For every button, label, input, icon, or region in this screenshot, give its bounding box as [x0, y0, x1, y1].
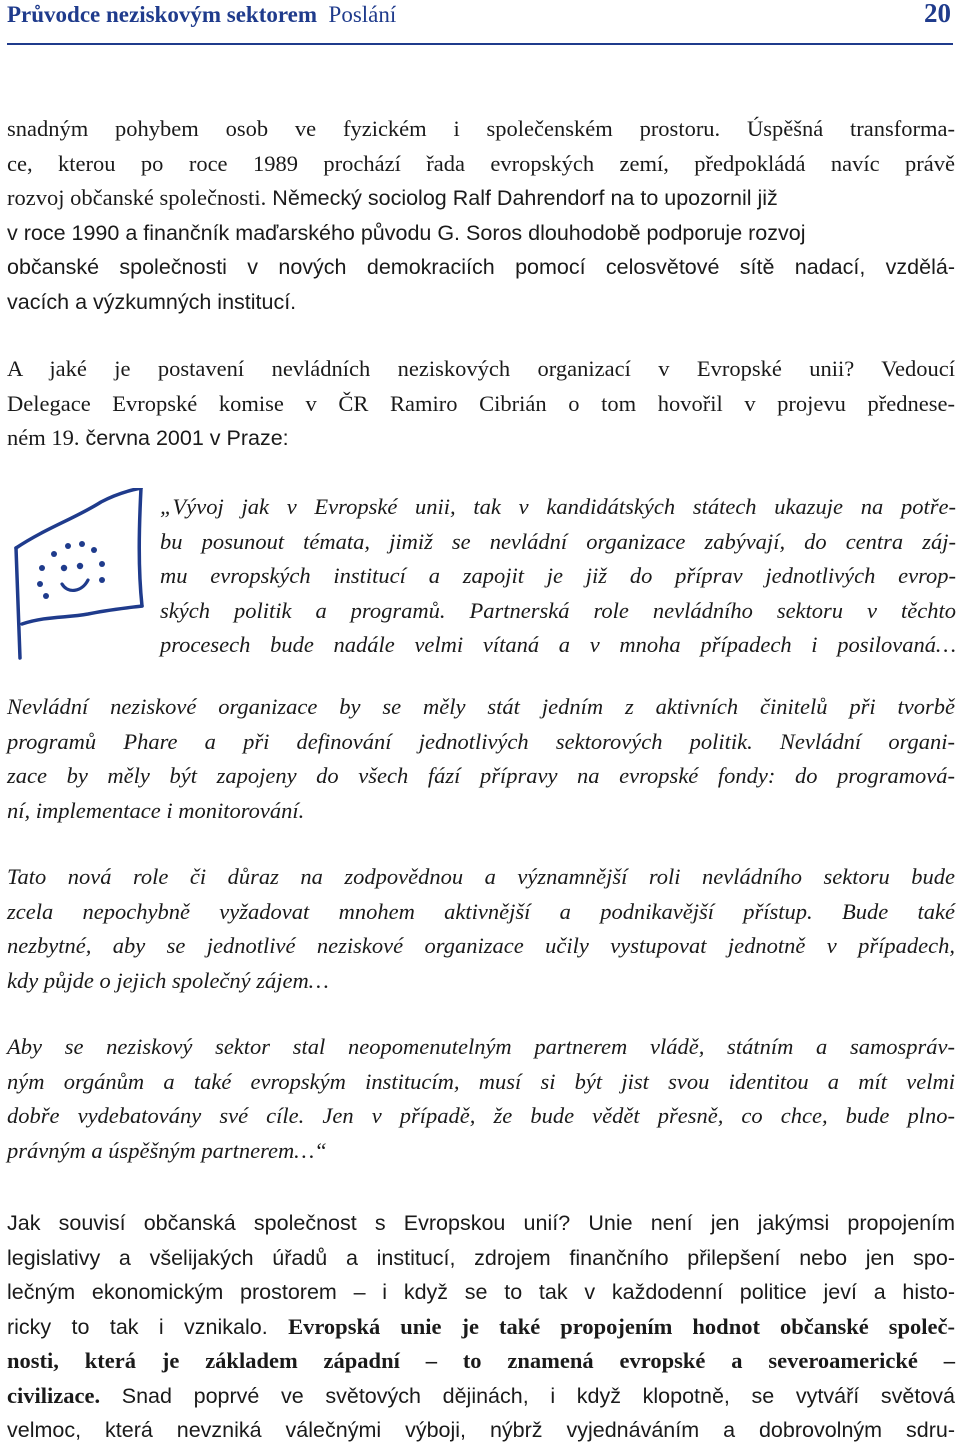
paragraph-2: [7, 352, 955, 456]
text-line: Aby se neziskový sektor stal neopomenutelným partnerem vládě, státním a samospráv-: [7, 1034, 955, 1059]
quote-line: ských politik a programů. Partnerská role nevládního sektoru v těchto: [160, 597, 956, 623]
text-line: Delegace Evropské komise v ČR Ramiro Cibrián o tom hovořil v projevu přednese-: [7, 390, 955, 416]
paragraph-4: [7, 860, 955, 998]
text-line: velmoc, která nevzniká válečnými výboji, nýbrž vyjednáváním a dobrovolným sdru-: [7, 1418, 955, 1442]
text-line: ce, kterou po roce 1989 prochází řada evropských zemí, předpokládá navíc právě: [7, 150, 955, 176]
book-title: Průvodce neziskovým sektorem: [7, 2, 318, 27]
quote-line: mu evropských institucí a zapojit je již do příprav jednotlivých evrop-: [160, 563, 956, 588]
page-number: 20: [924, 0, 951, 28]
text-line: dobře vydebatovány své cíle. Jen v případě, že bude vědět přesně, co chce, bude plno-: [7, 1103, 955, 1128]
text-line: v roce 1990 a finančník maďarského původu G. Soros dlouhodobě podporuje rozvoj: [7, 220, 806, 245]
text-line: Tato nová role či důraz na zodpovědnou a významnější roli nevládního sektoru bude: [7, 864, 955, 889]
quote-block: [160, 490, 956, 663]
text-line: ným orgánům a také evropským institucím, musí si být jist svou identitou a mít velmi: [7, 1068, 955, 1094]
text-line: rozvoj občanské společnosti. Německý sociolog Ralf Dahrendorf na to upozornil již: [7, 185, 778, 210]
paragraph-3: [7, 690, 955, 828]
paragraph-6: [7, 1206, 955, 1448]
text-line: nosti, která je základem západní – to znamená evropské a severoamerické –: [7, 1348, 955, 1373]
text-line: občanské společnosti v nových demokraciích pomocí celosvětové sítě nadací, vzdělá-: [7, 255, 955, 279]
text-line: snadným pohybem osob ve fyzickém i společenském prostoru. Úspěšná transforma-: [7, 116, 955, 141]
running-title: [7, 2, 396, 28]
text-line: právným a úspěšným partnerem…“: [7, 1137, 327, 1163]
text-line: vacích a výzkumných institucí.: [7, 289, 297, 314]
section-title: Poslání: [328, 2, 397, 27]
page-header: [7, 0, 953, 38]
header-rule: [7, 43, 953, 45]
text-line: nezbytné, aby se jednotlivé neziskové organizace učily vystupovat jednotně v případech,: [7, 933, 955, 958]
text-line: civilizace. Snad poprvé ve světových dějinách, i když klopotně, se vytváří světová: [7, 1382, 955, 1408]
quote-line: „Vývoj jak v Evropské unii, tak v kandidátských státech ukazuje na potře-: [160, 494, 956, 519]
text-line: ní, implementace i monitorování.: [7, 797, 305, 823]
text-line: A jaké je postavení nevládních neziskových organizací v Evropské unii? Vedoucí: [7, 356, 955, 381]
paragraph-1: [7, 112, 955, 319]
text-line: zace by měly být zapojeny do všech fází přípravy na evropské fondy: do programová-: [7, 763, 955, 788]
quote-line: procesech bude nadále velmi vítaná a v mnoha případech i posilovaná…: [160, 632, 956, 657]
text-line: lečným ekonomickým prostorem – i když se to tak v každodenní politice jeví a histo-: [7, 1280, 955, 1304]
text-line: Nevládní neziskové organizace by se měly stát jedním z aktivních činitelů při tvorbě: [7, 694, 955, 719]
text-line: zcela nepochybně vyžadovat mnohem aktivnější a podnikavější přístup. Bude také: [7, 898, 955, 924]
text-line: kdy půjde o jejich společný zájem…: [7, 967, 329, 993]
text-line: legislativy a všelijakých úřadů a institucí, zdrojem finančního přilepšení nebo jen spo-: [7, 1245, 955, 1270]
paragraph-5: [7, 1030, 955, 1168]
text-line: Jak souvisí občanská společnost s Evropskou unií? Unie není jen jakýmsi propojením: [7, 1211, 955, 1235]
eu-flag-smiley-icon: [6, 488, 148, 668]
text-line: ném 19. června 2001 v Praze:: [7, 425, 289, 450]
quote-line: bu posunout témata, jimiž se nevládní organizace zabývají, do centra záj-: [160, 528, 956, 554]
text-line: ricky to tak i vznikalo. Evropská unie je také propojením hodnot občanské společ-: [7, 1313, 955, 1339]
text-line: programů Phare a při definování jednotlivých sektorových politik. Nevládní organi-: [7, 728, 955, 754]
